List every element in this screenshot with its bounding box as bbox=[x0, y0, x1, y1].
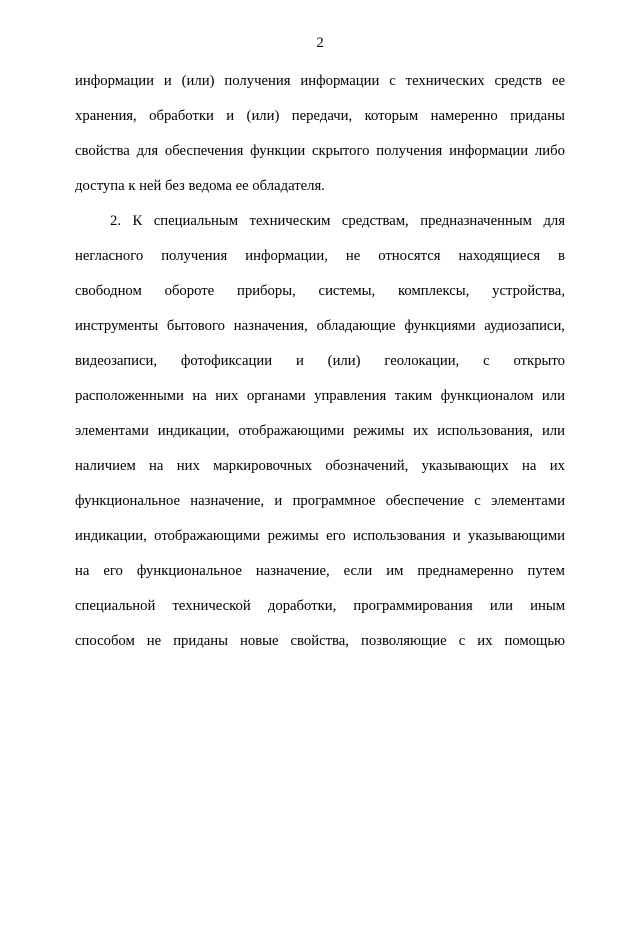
word: фотофиксации bbox=[180, 353, 273, 369]
text-line bbox=[75, 624, 565, 659]
word: находящиеся bbox=[458, 248, 541, 264]
word: получения bbox=[224, 73, 291, 89]
word: отображающими bbox=[154, 528, 261, 544]
word: им bbox=[386, 563, 404, 579]
document-body bbox=[75, 64, 565, 659]
word: использования, bbox=[437, 423, 534, 439]
word: преднамеренно bbox=[417, 563, 514, 579]
page-number: 2 bbox=[316, 35, 324, 51]
word: функциями bbox=[404, 318, 476, 334]
word: намеренно bbox=[430, 108, 498, 124]
word: и bbox=[226, 108, 235, 124]
text-line bbox=[75, 554, 565, 589]
word: получения bbox=[161, 248, 228, 264]
word: устройства, bbox=[492, 283, 565, 299]
word: для bbox=[543, 213, 565, 229]
word: на bbox=[522, 458, 537, 474]
text-line bbox=[75, 274, 565, 309]
word: его bbox=[326, 528, 346, 544]
word: обороте bbox=[164, 283, 215, 299]
word: на bbox=[149, 458, 164, 474]
word: предназначенным bbox=[420, 213, 532, 229]
word: аудиозаписи, bbox=[484, 318, 565, 334]
word: функционалом bbox=[440, 388, 534, 404]
word: техническим bbox=[249, 213, 331, 229]
word: управления bbox=[314, 388, 387, 404]
word: бытового bbox=[166, 318, 225, 334]
word: индикации, bbox=[157, 423, 230, 439]
word: (или) bbox=[246, 108, 280, 124]
word: программное bbox=[292, 493, 376, 509]
text-line: доступа к ней без ведома ее обладателя. bbox=[75, 178, 325, 194]
word: свойства bbox=[75, 143, 130, 159]
word: на bbox=[192, 388, 207, 404]
text-line bbox=[75, 379, 565, 414]
word: режимы bbox=[267, 528, 319, 544]
word: их bbox=[413, 423, 429, 439]
word: видеозаписи, bbox=[75, 353, 158, 369]
word: отображающими bbox=[238, 423, 345, 439]
text-line bbox=[75, 484, 565, 519]
word: если bbox=[343, 563, 373, 579]
word: них bbox=[215, 388, 239, 404]
word: позволяющие bbox=[360, 633, 447, 649]
word: обладающие bbox=[316, 318, 396, 334]
text-line bbox=[75, 134, 565, 169]
word: системы, bbox=[318, 283, 376, 299]
word: программирования bbox=[353, 598, 473, 614]
word: их bbox=[477, 633, 493, 649]
word: геолокации, bbox=[384, 353, 460, 369]
word: обработки bbox=[149, 108, 214, 124]
word: в bbox=[558, 248, 565, 264]
word: передачи, bbox=[291, 108, 353, 124]
word: ее bbox=[551, 73, 565, 89]
word: наличием bbox=[75, 458, 136, 474]
word: с bbox=[458, 633, 466, 649]
word: или bbox=[489, 598, 513, 614]
word: назначения, bbox=[233, 318, 308, 334]
word: 2. bbox=[110, 213, 122, 229]
word: назначение, bbox=[190, 493, 265, 509]
word: их bbox=[549, 458, 565, 474]
word: комплексы, bbox=[398, 283, 470, 299]
word: негласного bbox=[75, 248, 144, 264]
word: элементами bbox=[491, 493, 565, 509]
word: с bbox=[483, 353, 490, 369]
word: назначение, bbox=[255, 563, 330, 579]
word: функции bbox=[250, 143, 306, 159]
word: указывающих bbox=[421, 458, 509, 474]
word: функциональное bbox=[75, 493, 180, 509]
word: (или) bbox=[181, 73, 215, 89]
word: иным bbox=[530, 598, 565, 614]
word: его bbox=[103, 563, 123, 579]
word: таким bbox=[394, 388, 433, 404]
word: скрытого bbox=[312, 143, 370, 159]
text-line bbox=[75, 239, 565, 274]
word: помощью bbox=[504, 633, 565, 649]
word: использования bbox=[353, 528, 446, 544]
word: с bbox=[474, 493, 481, 509]
word: информации bbox=[300, 73, 380, 89]
word: новые bbox=[239, 633, 279, 649]
word: средств bbox=[494, 73, 543, 89]
text-line bbox=[75, 309, 565, 344]
word: не bbox=[146, 633, 162, 649]
word: и bbox=[274, 493, 283, 509]
word: (или) bbox=[327, 353, 361, 369]
word: маркировочных bbox=[213, 458, 313, 474]
word: технической bbox=[172, 598, 251, 614]
word: инструменты bbox=[75, 318, 159, 334]
word: функциональное bbox=[136, 563, 242, 579]
word: органами bbox=[246, 388, 306, 404]
text-line bbox=[75, 414, 565, 449]
word: или bbox=[541, 388, 565, 404]
word: или bbox=[541, 423, 565, 439]
word: хранения, bbox=[75, 108, 137, 124]
word: элементами bbox=[75, 423, 149, 439]
word: способом bbox=[75, 633, 135, 649]
word: расположенными bbox=[75, 388, 184, 404]
text-line bbox=[75, 99, 565, 134]
text-line bbox=[75, 519, 565, 554]
word: доработки, bbox=[267, 598, 337, 614]
text-line bbox=[75, 589, 565, 624]
word: обозначений, bbox=[325, 458, 409, 474]
word: приборы, bbox=[236, 283, 296, 299]
word: получения bbox=[376, 143, 443, 159]
word: относятся bbox=[378, 248, 441, 264]
word: для bbox=[136, 143, 159, 159]
word: индикации, bbox=[75, 528, 147, 544]
text-line bbox=[75, 344, 565, 379]
word: указывающими bbox=[467, 528, 565, 544]
word: приданы bbox=[173, 633, 228, 649]
word: специальным bbox=[153, 213, 239, 229]
word: информации, bbox=[245, 248, 328, 264]
word: и bbox=[452, 528, 461, 544]
word: свободном bbox=[75, 283, 142, 299]
word: информации bbox=[449, 143, 529, 159]
word: которым bbox=[364, 108, 419, 124]
document-page bbox=[0, 26, 640, 931]
word: К bbox=[132, 213, 143, 229]
word: приданы bbox=[510, 108, 565, 124]
word: и bbox=[163, 73, 172, 89]
word: них bbox=[176, 458, 200, 474]
word: обеспечения bbox=[164, 143, 244, 159]
word: открыто bbox=[513, 353, 565, 369]
word: на bbox=[75, 563, 90, 579]
text-line bbox=[75, 204, 565, 239]
text-line bbox=[75, 64, 565, 99]
word: либо bbox=[534, 143, 565, 159]
word: свойства, bbox=[290, 633, 349, 649]
word: режимы bbox=[353, 423, 405, 439]
text-line bbox=[75, 449, 565, 484]
word: не bbox=[345, 248, 361, 264]
word: информации bbox=[75, 73, 154, 89]
word: технических bbox=[405, 73, 485, 89]
word: и bbox=[295, 353, 304, 369]
word: специальной bbox=[75, 598, 156, 614]
word: средствам, bbox=[341, 213, 409, 229]
word: обеспечение bbox=[385, 493, 464, 509]
word: с bbox=[389, 73, 396, 89]
word: путем bbox=[527, 563, 565, 579]
